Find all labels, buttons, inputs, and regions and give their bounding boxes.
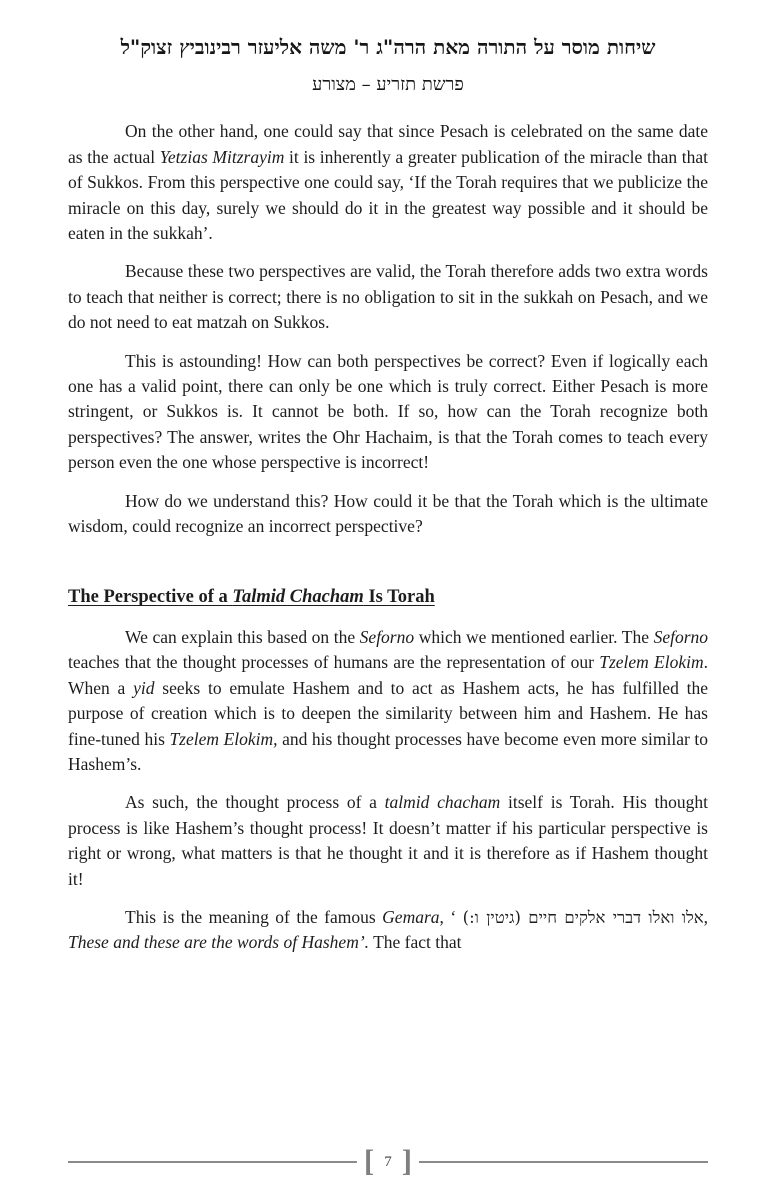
- text-segment: teaches that the thought processes of humans are the representation of our: [68, 652, 600, 673]
- text-segment: Gemara: [382, 906, 440, 927]
- paragraph: [68, 119, 708, 246]
- text-segment: Tzelem Elokim: [599, 652, 704, 673]
- text-segment: These and these are the words of Hashem’.: [68, 932, 370, 953]
- text-segment: We can explain this based on the: [125, 626, 360, 647]
- paragraph: [68, 625, 708, 777]
- text-segment: Seforno: [359, 626, 415, 647]
- paragraph: [68, 489, 708, 540]
- text-segment: Yetzias Mitzrayim: [159, 146, 285, 167]
- paragraph: [68, 259, 708, 335]
- section-heading: [68, 585, 708, 610]
- text-segment: . When a: [68, 652, 708, 698]
- text-segment: itself is Torah. His thought process is like Hashem’s thought process! It doesn’t matter if his particular perspective is right or wrong, what matters is that he thought it and it is therefore as if Hashem thought it!: [68, 792, 708, 889]
- text-segment: On the other hand, one could say that since Pesach is celebrated on the same date as the actual: [68, 121, 708, 167]
- document-body: [68, 119, 708, 955]
- page-number-ornament: [357, 1143, 419, 1178]
- hebrew-text-segment: אלו ואלו דברי אלקים חיים (גיטין ו:): [462, 907, 704, 927]
- text-segment: , ‘: [439, 906, 463, 927]
- text-segment: talmid chacham: [384, 792, 501, 813]
- text-segment: This is astounding! How can both perspectives be correct? Even if logically each one has a valid point, there can only be one which is truly correct. Either Pesach is more stringent, or Sukkos is. It cannot be both. If so, how can the Torah recognize both perspectives? The answer, writes the Ohr Hachaim, is that the Torah comes to teach every person even the one whose perspective is incorrect!: [68, 350, 708, 473]
- text-segment: it is inherently a greater publication of the miracle than that of Sukkos. From this perspective one could say, ‘If the Torah requires that we publicize the miracle on this day, surely we should do it in the greatest way possible and it should be eaten in the sukkah’.: [68, 146, 708, 244]
- page-header: [68, 34, 708, 96]
- hebrew-subtitle: פרשת תזריע – מצורע: [312, 74, 464, 95]
- text-segment: ,: [703, 906, 709, 927]
- hebrew-title: שיחות מוסר על התורה מאת הרה"ג ר' משה אליעזר רבינוביץ זצוק"ל: [120, 35, 656, 59]
- text-segment: yid: [133, 677, 155, 698]
- text-segment: Is Torah: [363, 587, 435, 608]
- paragraph: [68, 349, 708, 476]
- text-segment: This is the meaning of the famous: [125, 906, 383, 927]
- text-segment: The Perspective of a: [68, 587, 233, 608]
- text-segment: Talmid Chacham: [232, 587, 364, 608]
- right-bracket-ornament: ]: [401, 1143, 413, 1178]
- text-segment: Tzelem Elokim,: [169, 728, 278, 749]
- text-segment: How do we understand this? How could it be that the Torah which is the ultimate wisdom, could recognize an incorrect perspective?: [68, 490, 708, 537]
- page-number: 7: [384, 1154, 392, 1170]
- text-segment: The fact that: [369, 932, 462, 953]
- text-segment: and his thought processes have become even more similar to Hashem’s.: [68, 728, 708, 774]
- text-segment: Because these two perspectives are valid, the Torah therefore adds two extra words to teach that neither is correct; there is no obligation to sit in the sukkah on Pesach, and we do not need to eat matzah on Sukkos.: [68, 261, 708, 333]
- text-segment: which we mentioned earlier. The: [414, 626, 654, 647]
- page-content: [68, 0, 708, 969]
- paragraph: [68, 905, 708, 956]
- left-bracket-ornament: [: [363, 1143, 375, 1178]
- text-segment: Seforno: [653, 626, 709, 647]
- text-segment: seeks to emulate Hashem and to act as Hashem acts, he has fulfilled the purpose of creation which is to deepen the similarity between him and Hashem. He has fine-tuned his: [68, 677, 708, 749]
- page-footer: [68, 1143, 708, 1188]
- text-segment: As such, the thought process of a: [125, 792, 385, 813]
- paragraph: [68, 790, 708, 892]
